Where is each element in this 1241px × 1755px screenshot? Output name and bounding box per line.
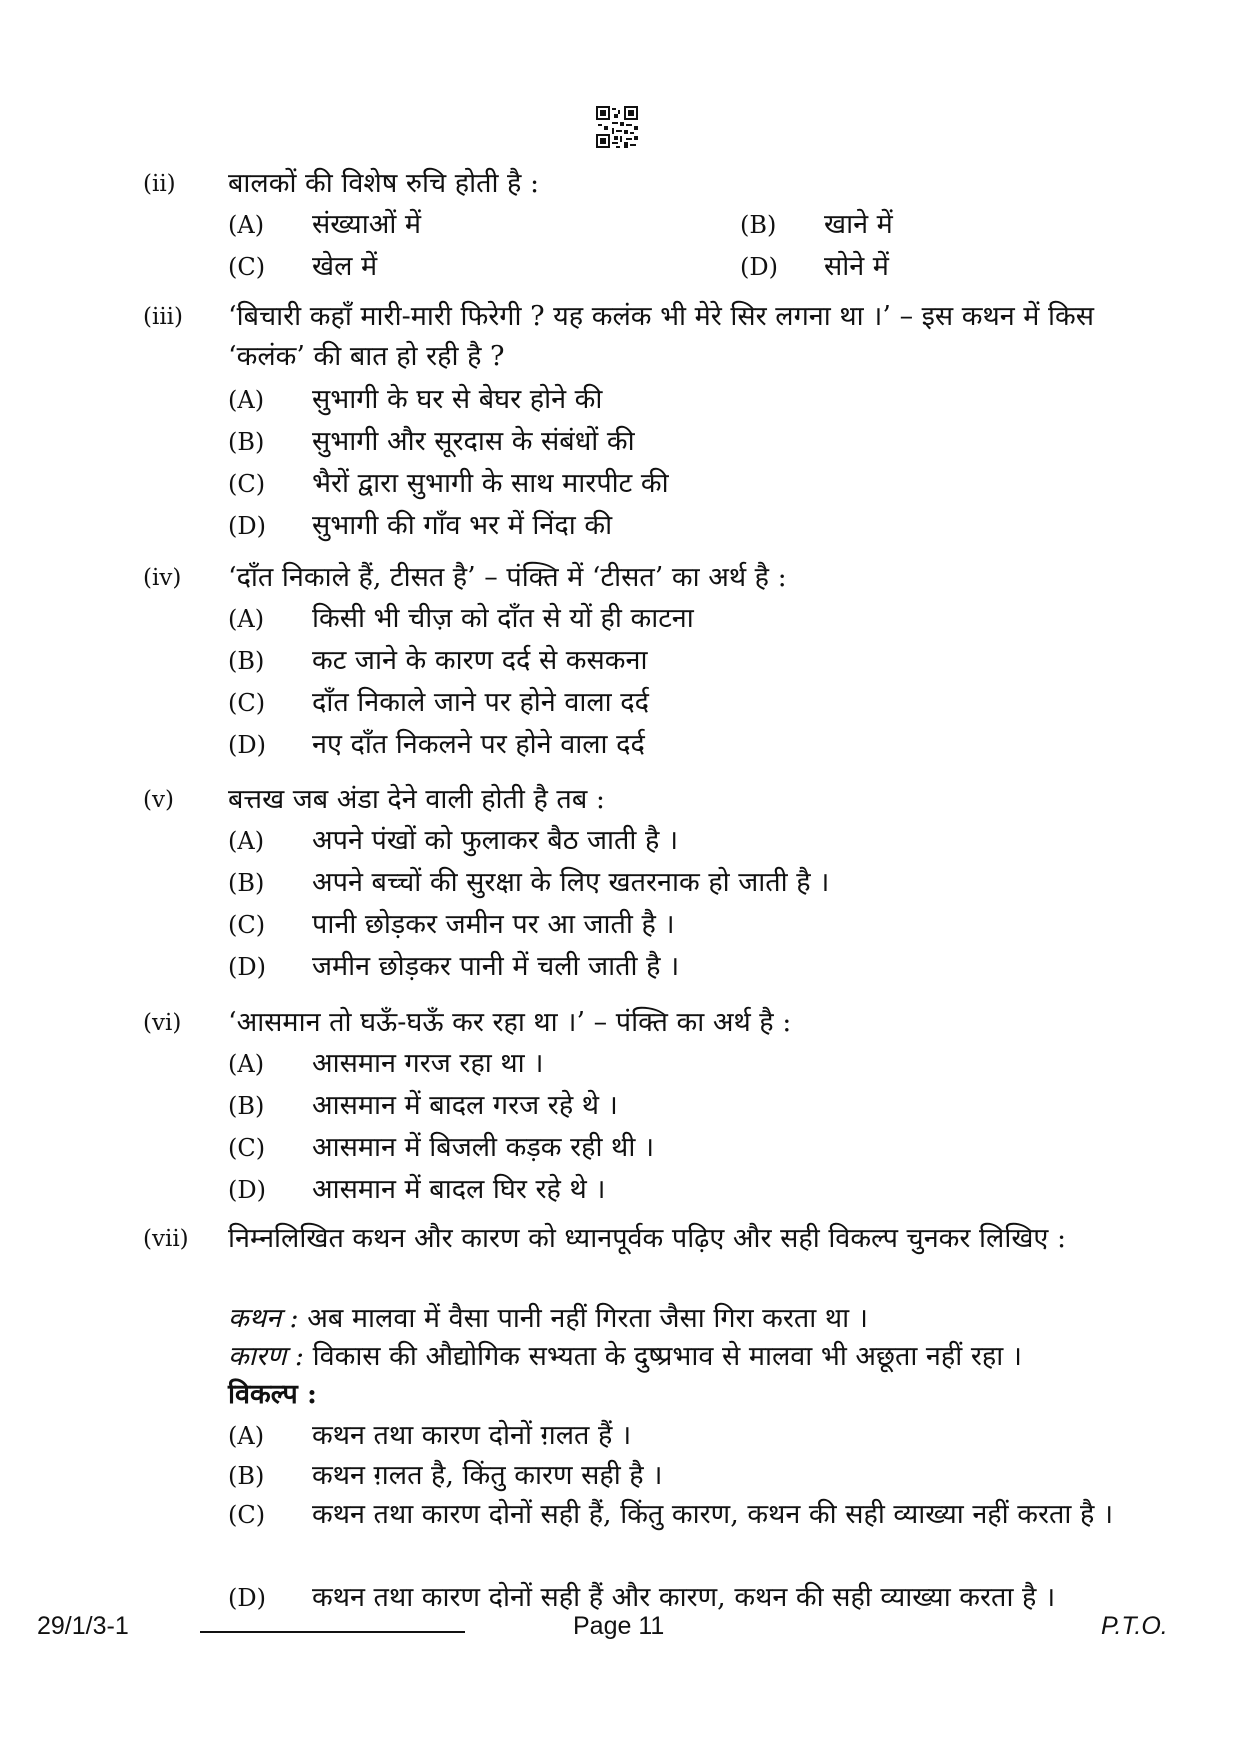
paper-code: 29/1/3-1 [37, 1612, 129, 1640]
option-label: (B) [228, 428, 265, 456]
option-label: (B) [228, 869, 265, 897]
question-number: (vii) [143, 1226, 189, 1252]
reason-text: विकास की औद्योगिक सभ्यता के दुष्प्रभाव से मालवा भी अछूता नहीं रहा । [312, 1341, 1023, 1372]
please-turn-over: P.T.O. [1101, 1612, 1168, 1640]
question-number: (ii) [143, 171, 176, 197]
option-text: खेल में [312, 251, 378, 282]
option-text: आसमान में बादल घिर रहे थे । [312, 1174, 606, 1205]
option-label: (B) [740, 211, 777, 239]
option-text: अपने पंखों को फुलाकर बैठ जाती है । [312, 825, 679, 856]
option-c [228, 1495, 1118, 1535]
option-text: किसी भी चीज़ को दाँत से यों ही काटना [312, 603, 694, 634]
option-label: (B) [228, 1462, 265, 1490]
reason-label: कारण : [228, 1341, 304, 1372]
page-footer [0, 1612, 1241, 1652]
assertion-text: अब मालवा में वैसा पानी नहीं गिरता जैसा गिरा करता था । [307, 1303, 868, 1334]
option-label: (A) [228, 605, 265, 633]
question-text: बालकों की विशेष रुचि होती है : [228, 168, 540, 199]
option-text: सुभागी और सूरदास के संबंधों की [312, 426, 635, 457]
option-text: नए दाँत निकलने पर होने वाला दर्द [312, 729, 645, 760]
reason-line [228, 1337, 1022, 1377]
assertion-label: कथन : [228, 1303, 299, 1334]
assertion-line [228, 1299, 868, 1339]
option-label: (A) [228, 1050, 265, 1078]
footer-divider [200, 1631, 465, 1633]
option-label: (D) [228, 1176, 266, 1204]
option-label: (D) [228, 512, 266, 540]
question-text: निम्नलिखित कथन और कारण को ध्यानपूर्वक पढ़िए और सही विकल्प चुनकर लिखिए : [228, 1223, 1067, 1254]
option-label: (C) [228, 470, 266, 498]
question-number: (v) [143, 787, 174, 813]
option-label: (B) [228, 647, 265, 675]
option-text: कथन तथा कारण दोनों ग़लत हैं । [312, 1420, 632, 1451]
option-text: कथन ग़लत है, किंतु कारण सही है । [312, 1460, 663, 1491]
option-label: (D) [740, 253, 778, 281]
question-number: (vi) [143, 1010, 182, 1036]
question-number: (iii) [143, 304, 184, 330]
option-label: (A) [228, 1422, 265, 1450]
page-number: Page 11 [573, 1612, 665, 1640]
option-text: आसमान गरज रहा था । [312, 1048, 544, 1079]
option-text: कथन तथा कारण दोनों सही हैं और कारण, कथन की सही व्याख्या करता है । [312, 1582, 1056, 1613]
qr-code-icon [596, 106, 638, 148]
option-text: दाँत निकाले जाने पर होने वाला दर्द [312, 687, 649, 718]
option-label: (A) [228, 827, 265, 855]
question-number: (iv) [143, 565, 182, 591]
option-text: खाने में [824, 209, 893, 240]
option-label: (C) [228, 1134, 266, 1162]
option-label: (D) [228, 953, 266, 981]
option-label: (D) [228, 731, 266, 759]
option-text: आसमान में बादल गरज रहे थे । [312, 1090, 618, 1121]
option-label: (C) [228, 253, 266, 281]
question-text: ‘आसमान तो घऊँ-घऊँ कर रहा था ।’ – पंक्ति का अर्थ है : [228, 1007, 792, 1038]
question-text: बत्तख जब अंडा देने वाली होती है तब : [228, 784, 605, 815]
option-text: संख्याओं में [312, 209, 422, 240]
option-text: जमीन छोड़कर पानी में चली जाती है । [312, 951, 680, 982]
option-label: (A) [228, 386, 265, 414]
option-text: सुभागी की गाँव भर में निंदा की [312, 510, 613, 541]
question-text: ‘दाँत निकाले हैं, टीसत है’ – पंक्ति में ‘टीसत’ का अर्थ है : [228, 562, 787, 593]
option-label: (C) [228, 689, 266, 717]
option-text: पानी छोड़कर जमीन पर आ जाती है । [312, 909, 675, 940]
option-text: आसमान में बिजली कड़क रही थी । [312, 1132, 655, 1163]
option-text: भैरों द्वारा सुभागी के साथ मारपीट की [312, 468, 669, 499]
option-label: (A) [228, 211, 265, 239]
option-text: कथन तथा कारण दोनों सही हैं, किंतु कारण, कथन की सही व्याख्या नहीं करता है । [312, 1499, 1114, 1530]
option-text: कट जाने के कारण दर्द से कसकना [312, 645, 648, 676]
question-text: ‘बिचारी कहाँ मारी-मारी फिरेगी ? यह कलंक भी मेरे सिर लगना था ।’ – इस कथन में किस ‘कलंक’ की बात हो रही है ? [228, 301, 1095, 372]
choices-heading: विकल्प : [228, 1379, 318, 1410]
option-text: अपने बच्चों की सुरक्षा के लिए खतरनाक हो जाती है । [312, 867, 830, 898]
option-text: सोने में [824, 251, 889, 282]
option-label: (B) [228, 1092, 265, 1120]
option-label: (D) [228, 1584, 266, 1612]
option-label: (C) [228, 1501, 266, 1529]
option-label: (C) [228, 911, 266, 939]
option-text: सुभागी के घर से बेघर होने की [312, 384, 603, 415]
